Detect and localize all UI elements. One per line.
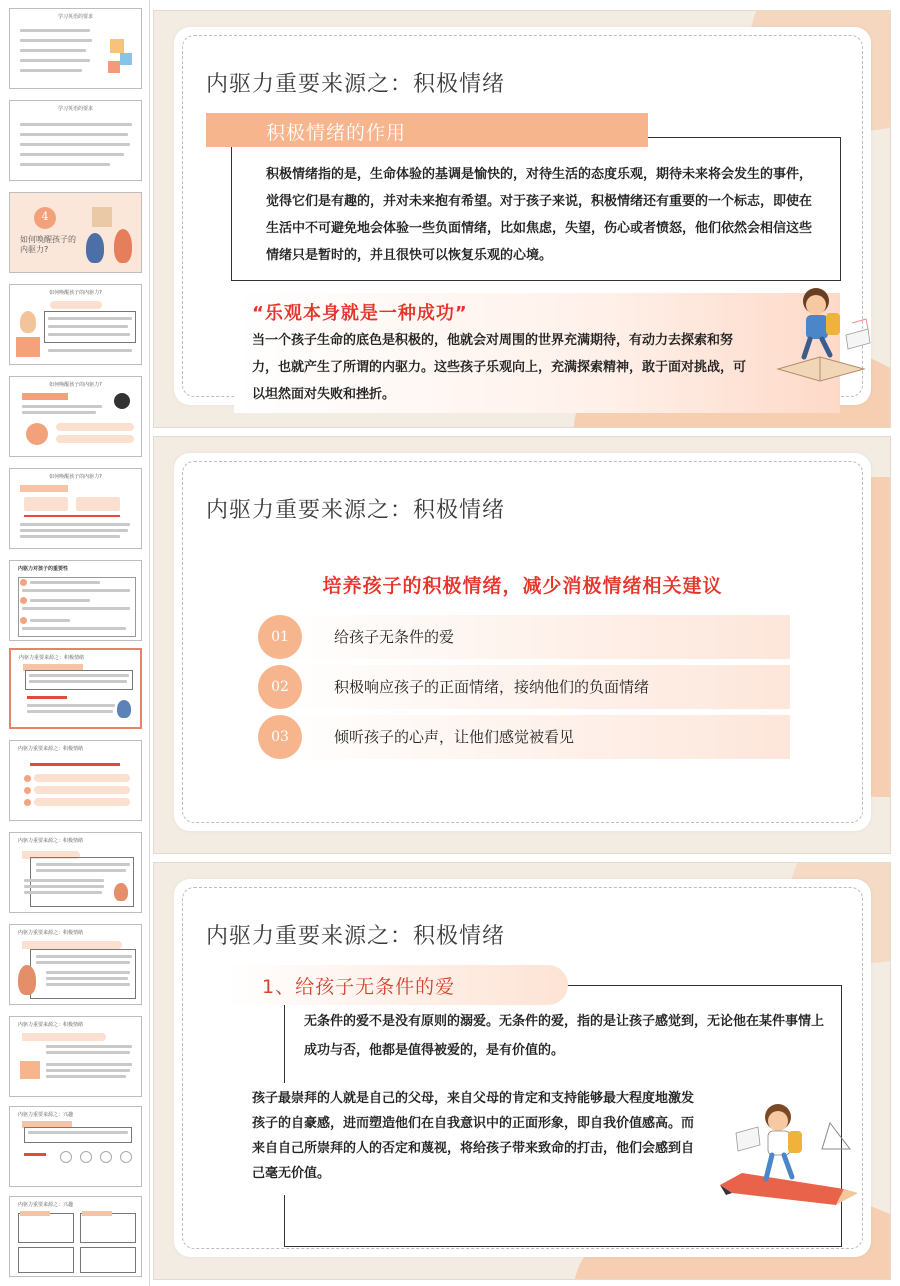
thumbnail-number: 4 xyxy=(41,210,49,223)
slide-card xyxy=(174,453,871,831)
slide-thumbnail[interactable] xyxy=(9,1196,142,1277)
thumbnail-title: 如何唤醒孩子的内驱力? xyxy=(20,235,76,254)
slide-thumbnail-panel[interactable] xyxy=(0,0,150,1286)
subtitle-banner xyxy=(206,113,648,147)
suggestion-text-2: 积极响应孩子的正面情绪，接纳他们的负面情绪 xyxy=(334,678,650,696)
suggestion-text-1: 给孩子无条件的爱 xyxy=(334,628,455,646)
thumbnail-title: 学习英语的要求 xyxy=(57,106,93,112)
slide-thumbnail[interactable] xyxy=(9,192,142,273)
slide-thumbnail[interactable] xyxy=(9,832,142,913)
thumbnail-title: 如何唤醒孩子的内驱力? xyxy=(49,382,102,388)
child-reading-illustration xyxy=(772,277,872,389)
thumbnail-title: 内驱力重要来源之：兴趣 xyxy=(18,1202,74,1208)
slide-3[interactable] xyxy=(153,862,891,1280)
thumbnail-title: 如何唤醒孩子的内驱力? xyxy=(49,290,102,296)
slide-card xyxy=(174,27,871,405)
thumbnail-title: 如何唤醒孩子的内驱力? xyxy=(49,474,102,480)
slide-title: 内驱力重要来源之：积极情绪 xyxy=(206,72,506,97)
thumbnail-title: 内驱力重要来源之：兴趣 xyxy=(18,1112,74,1118)
quote-body: 当一个孩子生命的底色是积极的，他就会对周围的世界充满期待，有动力去探索和努力，也就产生了所谓的内驱力。这些孩子乐观向上，充满探索精神，敢于面对挑战，可以坦然面对失败和挫折。 xyxy=(252,333,747,402)
thumbnail-title: 内驱力重要来源之：积极情绪 xyxy=(18,746,84,752)
paragraph-unconditional-love: 无条件的爱不是没有原则的溺爱。无条件的爱，指的是让孩子感觉到，无论他在某件事情上成功与否，他都是值得被爱的，是有价值的。 xyxy=(304,1014,825,1058)
suggestion-text-3: 倾听孩子的心声，让他们感觉被看见 xyxy=(334,728,575,746)
slide-thumbnail[interactable] xyxy=(9,468,142,549)
thumbnail-title: 学习英语的要求 xyxy=(57,14,93,20)
paragraph-parents: 孩子最崇拜的人就是自己的父母，来自父母的肯定和支持能够最大程度地激发孩子的自豪感，进而塑造他们在自我意识中的正面形象，即自我价值感高。而来自自己所崇拜的人的否定和蔑视，将给孩子带来致命的打击，他们会感到自己毫无价值。 xyxy=(252,1091,695,1181)
slide-thumbnail[interactable] xyxy=(9,924,142,1005)
thumbnail-title: 内驱力对孩子的重要性 xyxy=(18,566,69,572)
subtitle-text: 积极情绪的作用 xyxy=(266,122,407,144)
subtitle-banner xyxy=(226,965,568,1005)
slide-thumbnail[interactable] xyxy=(9,1016,142,1097)
slide-thumbnail[interactable] xyxy=(9,8,142,89)
slide-thumbnail[interactable] xyxy=(9,1106,142,1187)
thumbnail-title: 内驱力重要来源之：积极情绪 xyxy=(18,930,84,936)
slide-title: 内驱力重要来源之：积极情绪 xyxy=(206,498,506,523)
suggestion-number-1: 01 xyxy=(258,615,302,659)
suggestion-number-2: 02 xyxy=(258,665,302,709)
suggestion-number-3: 03 xyxy=(258,715,302,759)
slide-thumbnail-selected[interactable] xyxy=(9,648,142,729)
slide-thumbnail[interactable] xyxy=(9,560,142,641)
slide-thumbnail[interactable] xyxy=(9,740,142,821)
child-on-pencil-illustration xyxy=(712,1093,862,1213)
section-heading: 培养孩子的积极情绪，减少消极情绪相关建议 xyxy=(322,575,723,597)
slide-thumbnail[interactable] xyxy=(9,376,142,457)
thumbnail-title: 内驱力重要来源之：积极情绪 xyxy=(18,838,84,844)
definition-text: 积极情绪指的是，生命体验的基调是愉快的，对待生活的态度乐观，期待未来将会发生的事件，觉得它们是有趣的，并对未来抱有希望。对于孩子来说，积极情绪还有重要的一个标志，即使在生活中不可避免地会体验一些负面情绪，比如焦虑，失望，伤心或者愤怒，他们依然会相信这些情绪只是暂时的，并且很快可以恢复乐观的心境。 xyxy=(266,167,813,263)
slide-card xyxy=(174,879,871,1257)
slide-thumbnail[interactable] xyxy=(9,284,142,365)
slide-1[interactable] xyxy=(153,10,891,428)
slide-thumbnail[interactable] xyxy=(9,100,142,181)
subtitle-text: 1、给孩子无条件的爱 xyxy=(262,976,456,998)
quote-heading: “乐观本身就是一种成功” xyxy=(252,303,468,324)
thumbnail-title: 内驱力重要来源之：积极情绪 xyxy=(19,655,85,661)
thumbnail-title: 内驱力重要来源之：积极情绪 xyxy=(18,1022,84,1028)
slide-title: 内驱力重要来源之：积极情绪 xyxy=(206,924,506,949)
slide-2[interactable] xyxy=(153,436,891,854)
